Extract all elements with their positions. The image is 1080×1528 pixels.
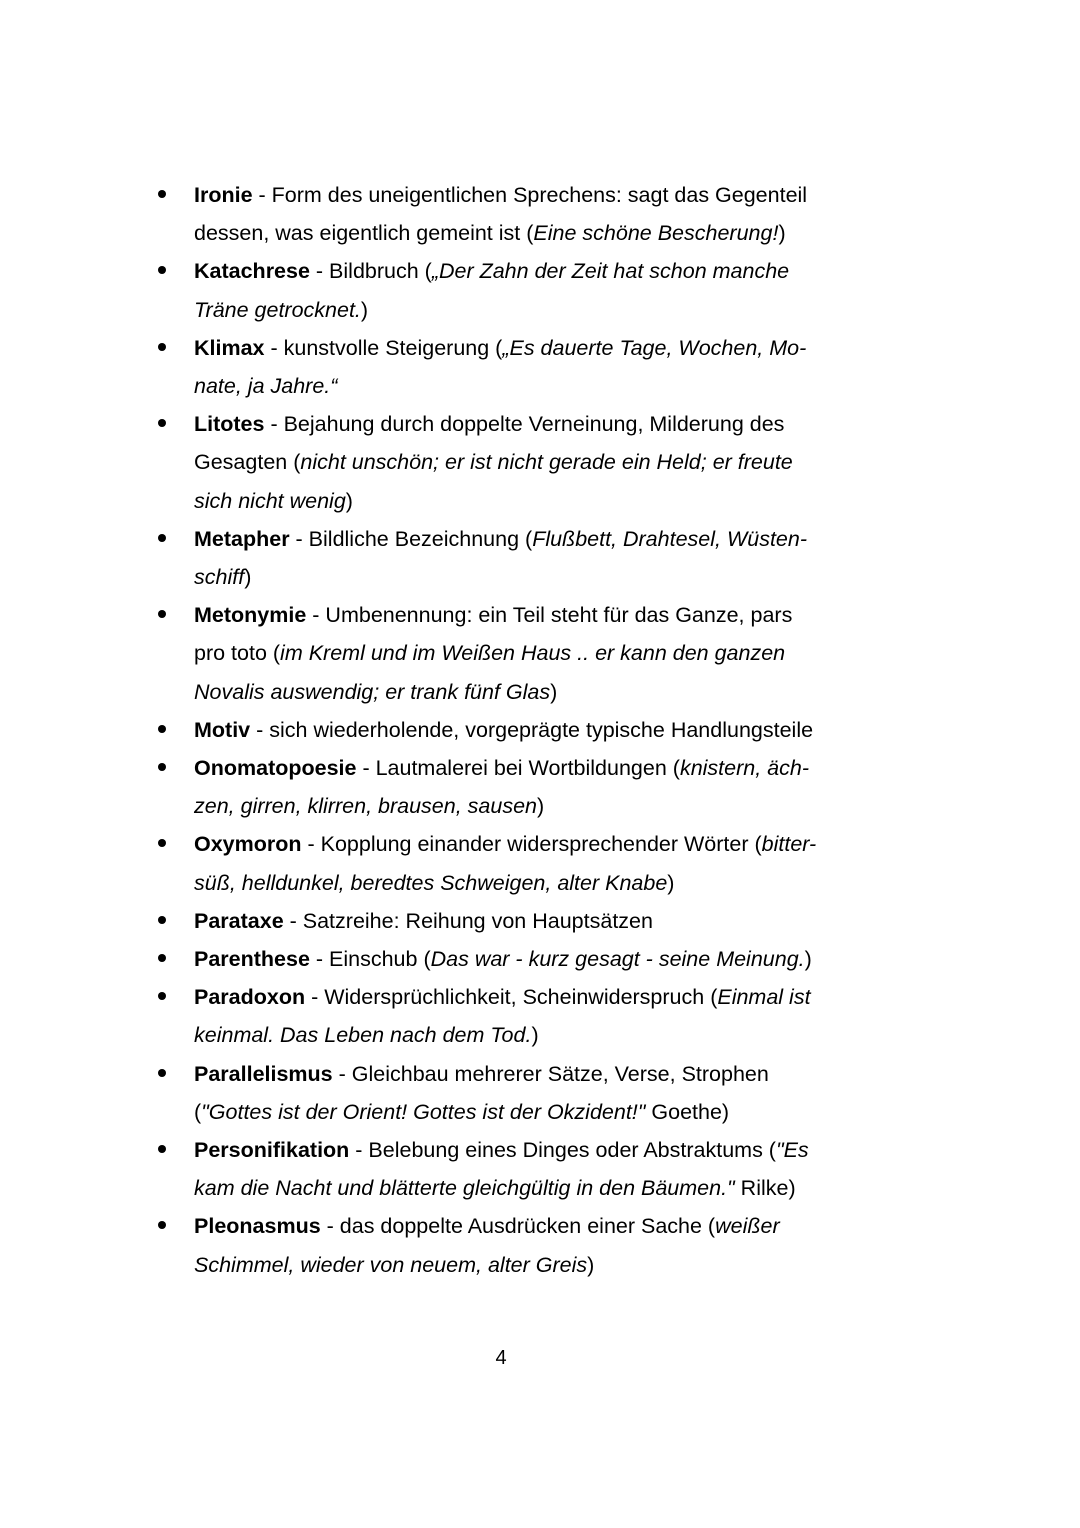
entry-line: [194, 596, 834, 634]
entry-line: [194, 1016, 834, 1054]
example-text: „Es dauerte Tage, Wochen, Mo-: [502, 335, 807, 360]
example-text: "Gottes ist der Orient! Gottes ist der Okzident!": [201, 1099, 646, 1124]
entry-line: [194, 1055, 834, 1093]
term-name: Metapher: [194, 526, 290, 551]
list-item: [194, 596, 834, 711]
definition-text: dessen, was eigentlich gemeint ist (: [194, 221, 534, 246]
definition-text: - Gleichbau mehrerer Sätze, Verse, Strophen: [332, 1061, 769, 1086]
example-text: nate, ja Jahre.“: [194, 374, 338, 399]
list-item: [194, 940, 834, 978]
entry-line: [194, 176, 834, 214]
stylistic-devices-list: [194, 176, 834, 1284]
definition-text: - Bildliche Bezeichnung (: [289, 526, 533, 551]
definition-text: ): [804, 947, 812, 972]
entry-line: [194, 673, 834, 711]
definition-text: ): [587, 1252, 595, 1277]
bullet-icon: [158, 1069, 166, 1077]
entry-line: [194, 252, 834, 290]
example-text: Novalis auswendig; er trank fünf Glas: [194, 679, 551, 704]
example-text: Träne getrocknet.: [194, 297, 361, 322]
bullet-icon: [158, 725, 166, 733]
definition-text: - kunstvolle Steigerung (: [264, 335, 503, 360]
definition-text: ): [360, 297, 369, 322]
entry-line: [194, 291, 834, 329]
term-name: Motiv: [194, 717, 251, 742]
definition-text: - Form des uneigentlichen Sprechens: sagt das Gegenteil: [252, 183, 808, 207]
definition-text: Goethe): [645, 1099, 730, 1124]
definition-text: ): [244, 565, 252, 590]
entry-line: [194, 1093, 834, 1131]
definition-text: ): [345, 488, 353, 513]
term-name: Parallelismus: [194, 1061, 333, 1086]
list-item: [194, 520, 834, 596]
definition-text: ): [550, 679, 558, 704]
list-item: [194, 749, 834, 825]
example-text: weißer: [715, 1214, 780, 1239]
bullet-icon: [158, 1221, 166, 1229]
definition-text: - Satzreihe: Reihung von Hauptsätzen: [283, 908, 653, 933]
list-item: [194, 1207, 834, 1283]
list-item: [194, 825, 834, 901]
example-text: Das war - kurz gesagt - seine Meinung.: [430, 947, 805, 972]
definition-text: - Bejahung durch doppelte Verneinung, Milderung des: [264, 412, 785, 437]
definition-text: - Lautmalerei bei Wortbildungen (: [356, 756, 680, 781]
term-name: Katachrese: [194, 259, 310, 284]
term-name: Parataxe: [194, 908, 284, 933]
list-item: [194, 711, 834, 749]
definition-text: ): [531, 1023, 539, 1048]
entry-line: [194, 482, 834, 520]
entry-line: [194, 825, 834, 863]
term-name: Onomatopoesie: [194, 756, 357, 781]
page-number: 4: [495, 1347, 507, 1369]
term-name: Ironie: [194, 183, 253, 207]
entry-line: [194, 443, 834, 481]
entry-line: [194, 940, 834, 978]
entry-line: [194, 520, 834, 558]
bullet-icon: [158, 419, 166, 427]
example-text: zen, girren, klirren, brausen, sausen: [194, 794, 537, 819]
example-text: „Der Zahn der Zeit hat schon manche: [431, 259, 790, 284]
bullet-icon: [158, 610, 166, 618]
definition-text: ): [667, 870, 675, 895]
definition-text: ): [536, 794, 545, 819]
definition-text: - Bildbruch (: [309, 259, 432, 284]
entry-line: [194, 1131, 834, 1169]
term-name: Personifikation: [194, 1138, 350, 1163]
list-item: [194, 902, 834, 940]
list-item: [194, 176, 834, 252]
example-text: Flußbett, Drahtesel, Wüsten-: [532, 526, 808, 551]
list-item: [194, 329, 834, 405]
term-name: Paradoxon: [194, 985, 306, 1010]
example-text: bitter-: [761, 832, 817, 857]
bullet-icon: [158, 534, 166, 542]
bullet-icon: [158, 343, 166, 351]
bullet-icon: [158, 839, 166, 847]
entry-line: [194, 214, 834, 252]
example-text: "Es: [775, 1138, 809, 1163]
definition-text: - Kopplung einander widersprechender Wörter (: [301, 832, 762, 857]
example-text: Einmal ist: [717, 985, 811, 1010]
entry-line: [194, 902, 834, 940]
entry-line: [194, 978, 834, 1016]
entry-line: [194, 1169, 834, 1207]
example-text: knistern, äch-: [679, 756, 809, 781]
entry-line: [194, 634, 834, 672]
definition-text: pro toto (: [194, 641, 281, 666]
term-name: Oxymoron: [194, 832, 302, 857]
example-text: nicht unschön; er ist nicht gerade ein Held; er freute: [300, 450, 793, 475]
example-text: im Kreml und im Weißen Haus .. er kann den ganzen: [280, 641, 786, 666]
entry-line: [194, 405, 834, 443]
list-item: [194, 978, 834, 1054]
definition-text: - das doppelte Ausdrücken einer Sache (: [320, 1214, 716, 1239]
entry-line: [194, 787, 834, 825]
definition-text: Gesagten (: [194, 450, 301, 475]
example-text: Eine schöne Bescherung!: [533, 221, 779, 246]
example-text: kam die Nacht und blätterte gleichgültig in den Bäumen.": [194, 1176, 735, 1201]
term-name: Pleonasmus: [194, 1214, 321, 1239]
bullet-icon: [158, 763, 166, 771]
bullet-icon: [158, 266, 166, 274]
entry-line: [194, 367, 834, 405]
list-item: [194, 405, 834, 520]
definition-text: (: [194, 1099, 202, 1124]
definition-text: Rilke): [734, 1176, 796, 1201]
term-name: Parenthese: [194, 947, 310, 972]
example-text: schiff: [194, 565, 245, 590]
entry-line: [194, 864, 834, 902]
definition-text: - Widersprüchlichkeit, Scheinwiderspruch (: [305, 985, 718, 1010]
entry-line: [194, 749, 834, 787]
definition-text: ): [778, 221, 786, 246]
term-name: Litotes: [194, 412, 265, 437]
entry-line: [194, 558, 834, 596]
bullet-icon: [158, 190, 166, 198]
list-item: [194, 1131, 834, 1207]
bullet-icon: [158, 992, 166, 1000]
example-text: keinmal. Das Leben nach dem Tod.: [194, 1023, 532, 1048]
entry-line: [194, 329, 834, 367]
entry-line: [194, 1207, 834, 1245]
example-text: Schimmel, wieder von neuem, alter Greis: [194, 1252, 588, 1277]
bullet-icon: [158, 916, 166, 924]
definition-text: - Einschub (: [309, 947, 431, 972]
definition-text: - Umbenennung: ein Teil steht für das Ganze, pars: [306, 603, 793, 628]
term-name: Metonymie: [194, 603, 307, 628]
example-text: sich nicht wenig: [194, 488, 346, 513]
list-item: [194, 252, 834, 328]
bullet-icon: [158, 1145, 166, 1153]
bullet-icon: [158, 954, 166, 962]
entry-line: [194, 1246, 834, 1284]
definition-text: - Belebung eines Dinges oder Abstraktums (: [349, 1138, 776, 1163]
example-text: süß, helldunkel, beredtes Schweigen, alter Knabe: [194, 870, 668, 895]
list-item: [194, 1055, 834, 1131]
definition-text: - sich wiederholende, vorgeprägte typische Handlungsteile: [250, 717, 814, 742]
term-name: Klimax: [194, 335, 265, 360]
entry-line: [194, 711, 834, 749]
